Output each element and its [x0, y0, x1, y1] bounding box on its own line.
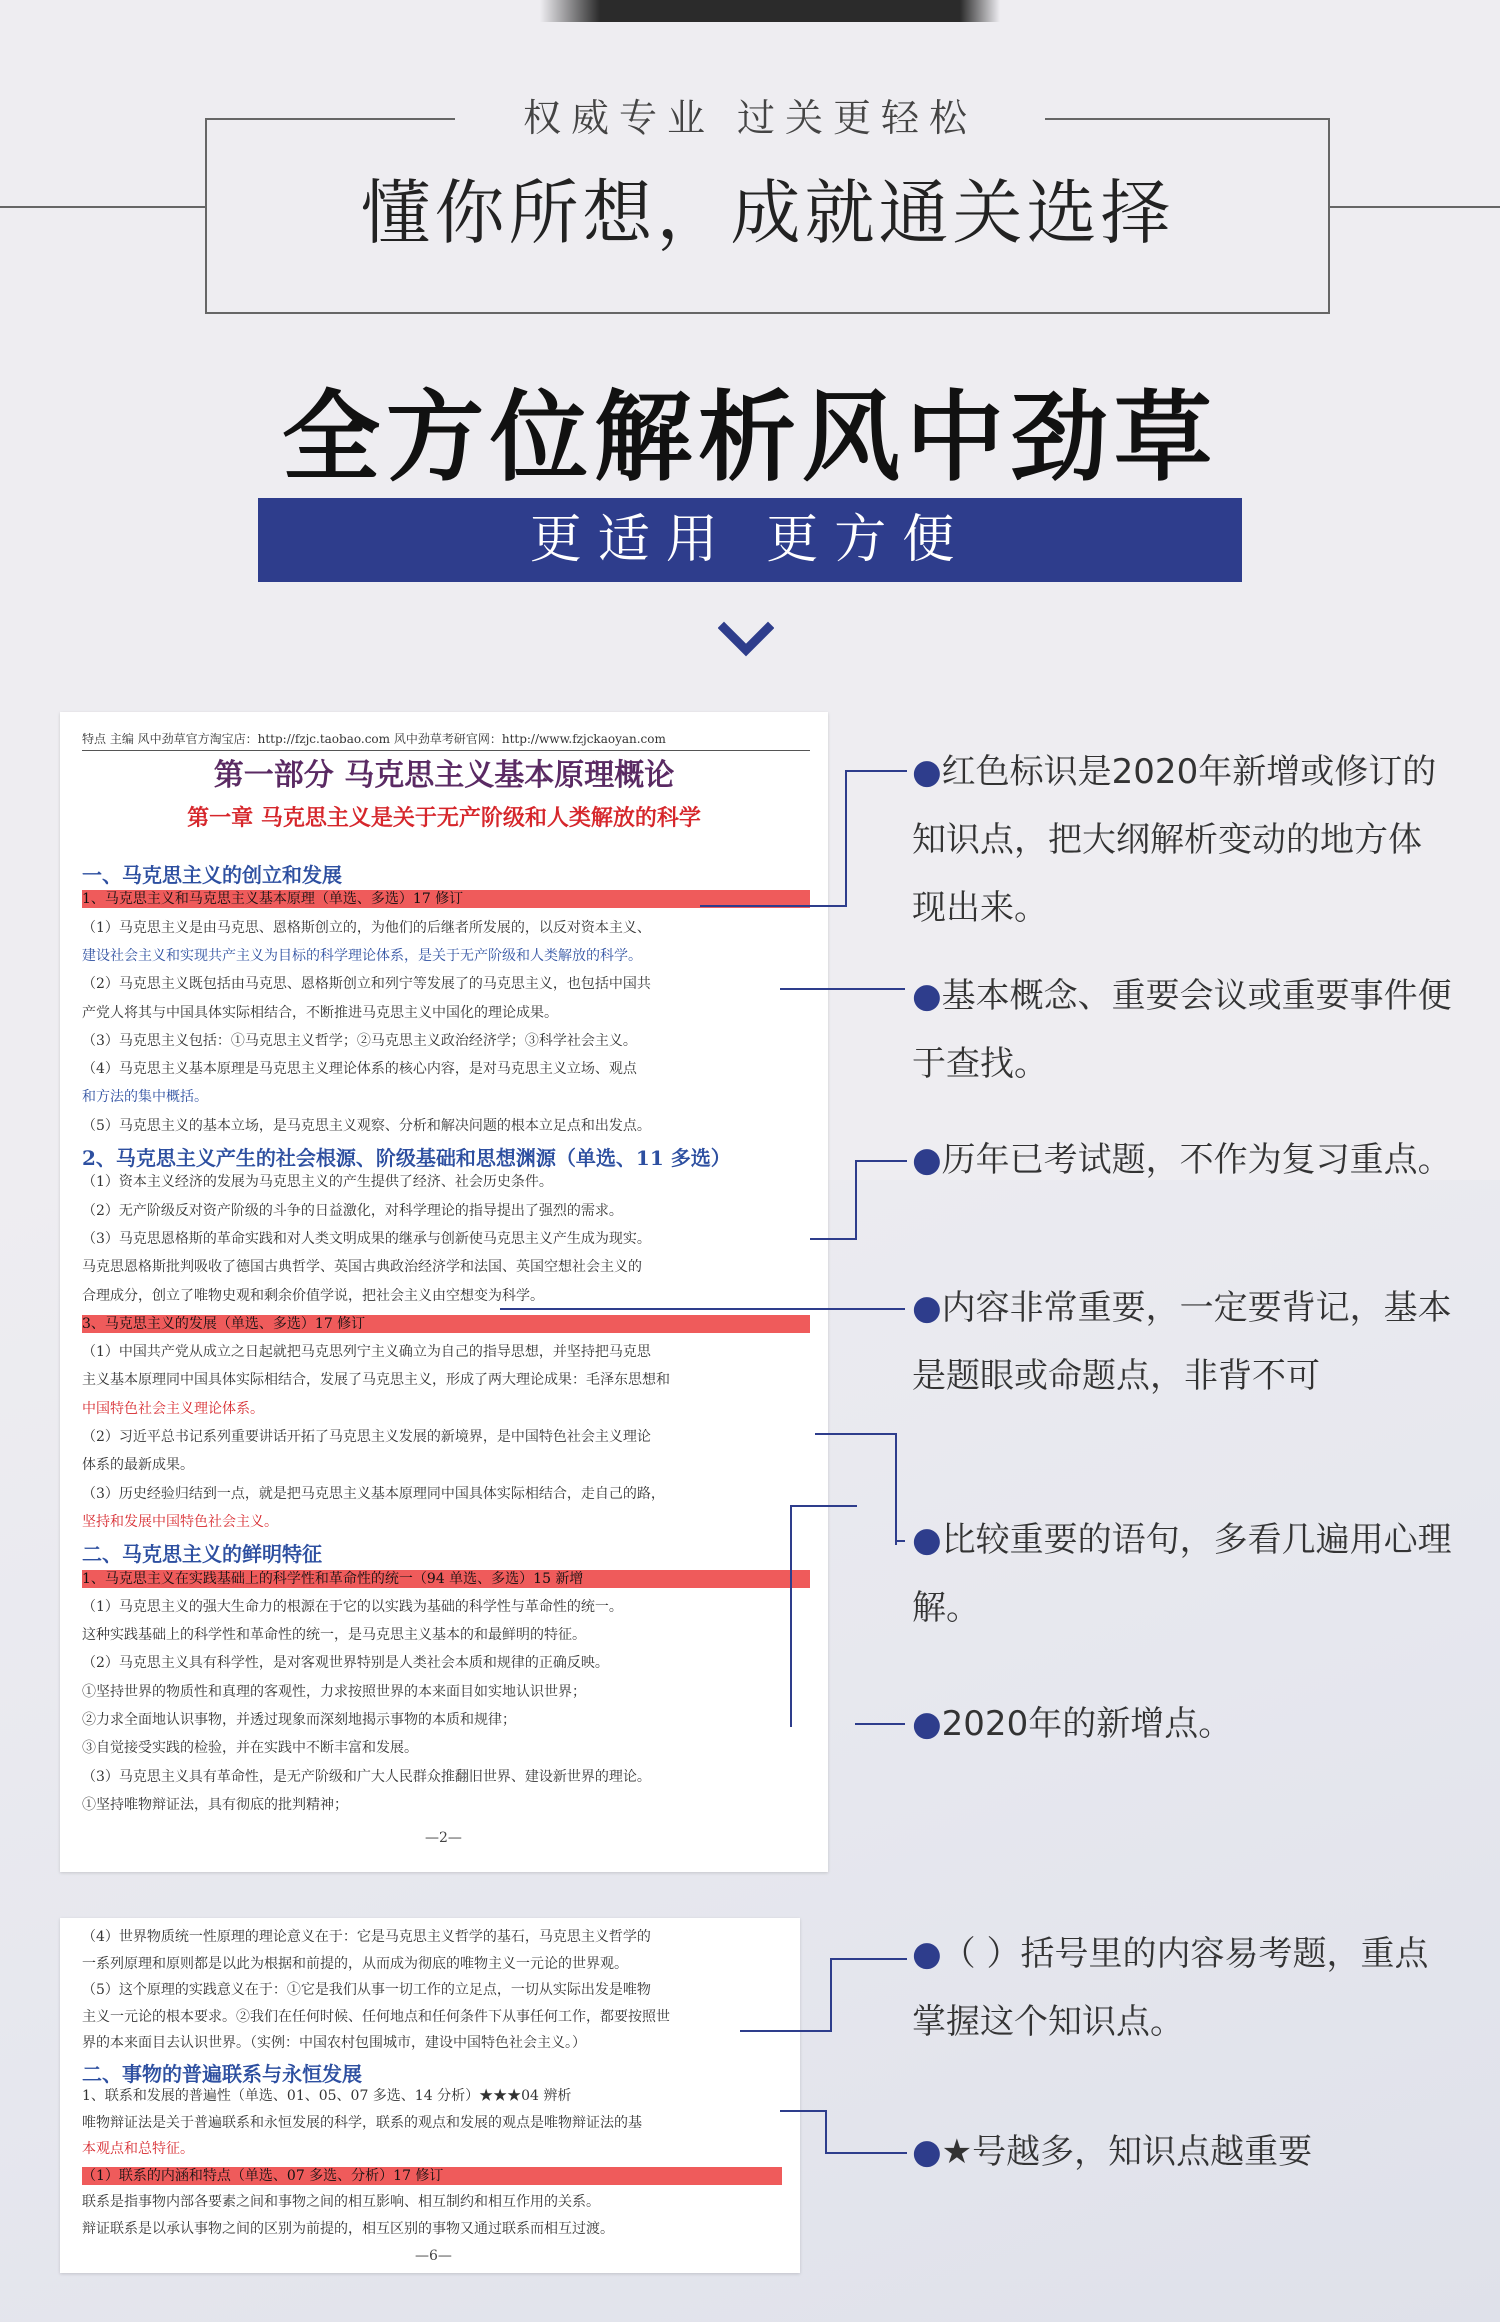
doc-line: ③自觉接受实践的检验，并在实践中不断丰富和发展。 — [82, 1740, 418, 1757]
doc-line: ①坚持世界的物质性和真理的客观性，力求按照世界的本来面目如实地认识世界； — [82, 1683, 586, 1700]
page-number: —6— — [415, 2248, 452, 2264]
doc-line: 3、马克思主义的发展（单选、多选）17 修订 — [82, 1315, 810, 1333]
doc-line: （2）无产阶级反对资产阶级的斗争的日益激化，对科学理论的指导提出了强烈的需求。 — [82, 1202, 623, 1219]
doc-line: 这种实践基础上的科学性和革命性的统一，是马克思主义基本的和最鲜明的特征。 — [82, 1627, 586, 1644]
doc-line: （3）历史经验归结到一点，就是把马克思主义基本原理同中国具体实际相结合，走自己的路， — [82, 1485, 665, 1502]
doc-line: （2）马克思主义既包括由马克思、恩格斯创立和列宁等发展了的马克思主义，也包括中国共 — [82, 976, 651, 993]
doc-line: 合理成分，创立了唯物史观和剩余价值学说，把社会主义由空想变为科学。 — [82, 1287, 544, 1304]
doc-line: （1）马克思主义是由马克思、恩格斯创立的，为他们的后继者所发展的，以反对资本主义、 — [82, 919, 651, 936]
doc-line: 辩证联系是以承认事物之间的区别为前提的，相互区别的事物又通过联系而相互过渡。 — [82, 2220, 614, 2237]
annotation-must-memorize: ●内容非常重要，一定要背记，基本是题眼或命题点，非背不可 — [912, 1288, 1452, 1396]
doc-line: ②力求全面地认识事物，并透过现象而深刻地揭示事物的本质和规律； — [82, 1712, 516, 1728]
doc-line: 体系的最新成果。 — [82, 1457, 194, 1474]
doc-line: 建设社会主义和实现共产主义为目标的科学理论体系，是关于无产阶级和人类解放的科学。 — [82, 947, 642, 964]
doc-line: （3）马克思恩格斯的革命实践和对人类文明成果的继承与创新使马克思主义产生成为现实。 — [82, 1230, 651, 1247]
doc-line: 一系列原理和原则都是以此为根据和前提的，从而成为彻底的唯物主义一元论的世界观。 — [82, 1955, 628, 1972]
connector-line — [845, 770, 907, 907]
doc-line: 1、马克思主义在实践基础上的科学性和革命性的统一（94 单选、多选）15 新增 — [82, 1570, 810, 1588]
doc-line: （3）马克思主义包括：①马克思主义哲学；②马克思主义政治经济学；③科学社会主义。 — [82, 1032, 637, 1049]
connector-line — [810, 1238, 855, 1240]
chevron-down-icon — [718, 612, 774, 668]
connector-line — [790, 1505, 857, 1727]
top-decoration — [0, 0, 1500, 22]
annotation-stars: ●★号越多，知识点越重要 — [912, 2132, 1313, 2172]
doc-line: （5）马克思主义的基本立场，是马克思主义观察、分析和解决问题的根本立足点和出发点。 — [82, 1117, 651, 1134]
page-number: —2— — [425, 1830, 462, 1846]
doc-line: 本观点和总特征。 — [82, 2141, 194, 2157]
annotation-past-exams: ●历年已考试题，不作为复习重点。 — [912, 1140, 1452, 1180]
connector-line — [700, 905, 845, 907]
doc-line: 和方法的集中概括。 — [82, 1089, 208, 1106]
annotation-red-mark: ●红色标识是2020年新增或修订的知识点，把大纲解析变动的地方体现出来。 — [912, 752, 1437, 928]
doc-line: 坚持和发展中国特色社会主义。 — [82, 1513, 278, 1530]
document-page-2 — [60, 1918, 800, 2273]
doc-line: 马克思恩格斯批判吸收了德国古典哲学、英国古典政治经济学和法国、英国空想社会主义的 — [82, 1259, 642, 1276]
doc-line: 1、马克思主义和马克思主义基本原理（单选、多选）17 修订 — [82, 890, 810, 908]
doc-line: 二、马克思主义的鲜明特征 — [82, 1542, 322, 1567]
doc-line: 中国特色社会主义理论体系。 — [82, 1400, 264, 1417]
doc-line: （4）马克思主义基本原理是马克思主义理论体系的核心内容，是对马克思主义立场、观点 — [82, 1061, 637, 1078]
connector-line — [895, 1540, 905, 1542]
doc-line: 产党人将其与中国具体实际相结合，不断推进马克思主义中国化的理论成果。 — [82, 1004, 558, 1021]
doc-line: 界的本来面目去认识世界。（实例：中国农村包围城市，建设中国特色社会主义。） — [82, 2035, 586, 2051]
doc-line: （4）世界物质统一性原理的理论意义在于：它是马克思主义哲学的基石，马克思主义哲学的 — [82, 1929, 651, 1945]
doc-line: （2）马克思主义具有科学性，是对客观世界特别是人类社会本质和规律的正确反映。 — [82, 1655, 609, 1672]
annotation-important-sentences: ●比较重要的语句，多看几遍用心理解。 — [912, 1520, 1452, 1628]
doc-line: （2）习近平总书记系列重要讲话开拓了马克思主义发展的新境界，是中国特色社会主义理论 — [82, 1429, 651, 1445]
document-page-1 — [60, 712, 828, 1872]
doc-line: （1）马克思主义的强大生命力的根源在于它的以实践为基础的科学性与革命性的统一。 — [82, 1598, 623, 1615]
chapter-title: 第一章 马克思主义是关于无产阶级和人类解放的科学 — [187, 805, 701, 831]
annotation-new-2020: ●2020年的新增点。 — [912, 1704, 1233, 1744]
doc-line: 1、联系和发展的普遍性（单选、01、05、07 多选、14 分析）★★★04 辨析 — [82, 2088, 572, 2104]
banner: 更适用 更方便 — [258, 498, 1242, 582]
connector-line — [780, 2110, 825, 2154]
connector-line — [855, 1723, 905, 1725]
doc-line: （1）中国共产党从成立之日起就把马克思列宁主义确立为自己的指导思想，并坚持把马克思 — [82, 1344, 651, 1361]
doc-line: 主义基本原理同中国具体实际相结合，发展了马克思主义，形成了两大理论成果：毛泽东思想和 — [82, 1372, 670, 1389]
doc-line: 一、马克思主义的创立和发展 — [82, 863, 342, 887]
doc-line: 2、马克思主义产生的社会根源、阶级基础和思想渊源（单选、11 多选） — [82, 1146, 731, 1170]
annotation-concepts: ●基本概念、重要会议或重要事件便于查找。 — [912, 976, 1452, 1084]
doc-line: 二、事物的普遍联系与永恒发展 — [82, 2061, 362, 2086]
doc-header: 特点 主编 风中劲草官方淘宝店：http://fzjc.taobao.com 风中劲草考研官网：http://www.fzjckaoyan.com — [82, 730, 810, 751]
hero-headline: 懂你所想，成就通关选择 — [360, 172, 1175, 254]
hero-rule-right — [1330, 206, 1500, 208]
doc-line: ①坚持唯物辩证法，具有彻底的批判精神； — [82, 1796, 348, 1813]
doc-line: （1）资本主义经济的发展为马克思主义的产生提供了经济、社会历史条件。 — [82, 1174, 553, 1191]
doc-line: （1）联系的内涵和特点（单选、07 多选、分析）17 修订 — [82, 2167, 782, 2185]
page-title: 全方位解析风中劲草 — [281, 381, 1218, 495]
connector-line — [780, 988, 905, 990]
doc-line: 联系是指事物内部各要素之间和事物之间的相互影响、相互制约和相互作用的关系。 — [82, 2194, 600, 2210]
doc-line: （5）这个原理的实践意义在于：①它是我们从事一切工作的立足点，一切从实际出发是唯物 — [82, 1982, 651, 1998]
doc-line: 主义一元论的根本要求。②我们在任何时候、任何地点和任何条件下从事任何工作，都要按照世 — [82, 2008, 670, 2025]
hero-tagline: 权威专业 过关更轻松 — [455, 92, 1045, 144]
connector-line — [855, 1160, 907, 1240]
annotation-brackets: ●（ ）括号里的内容易考题，重点掌握这个知识点。 — [912, 1934, 1429, 2042]
hero-rule-left — [0, 206, 205, 208]
doc-line: 唯物辩证法是关于普遍联系和永恒发展的科学，联系的观点和发展的观点是唯物辩证法的基 — [82, 2114, 642, 2131]
doc-line: （3）马克思主义具有革命性，是无产阶级和广大人民群众推翻旧世界、建设新世界的理论。 — [82, 1768, 651, 1785]
connector-line — [500, 1308, 905, 1310]
connector-line — [740, 2030, 830, 2032]
connector-line — [830, 1958, 907, 2032]
part-title: 第一部分 马克思主义基本原理概论 — [213, 758, 675, 793]
connector-line — [825, 2110, 907, 2154]
